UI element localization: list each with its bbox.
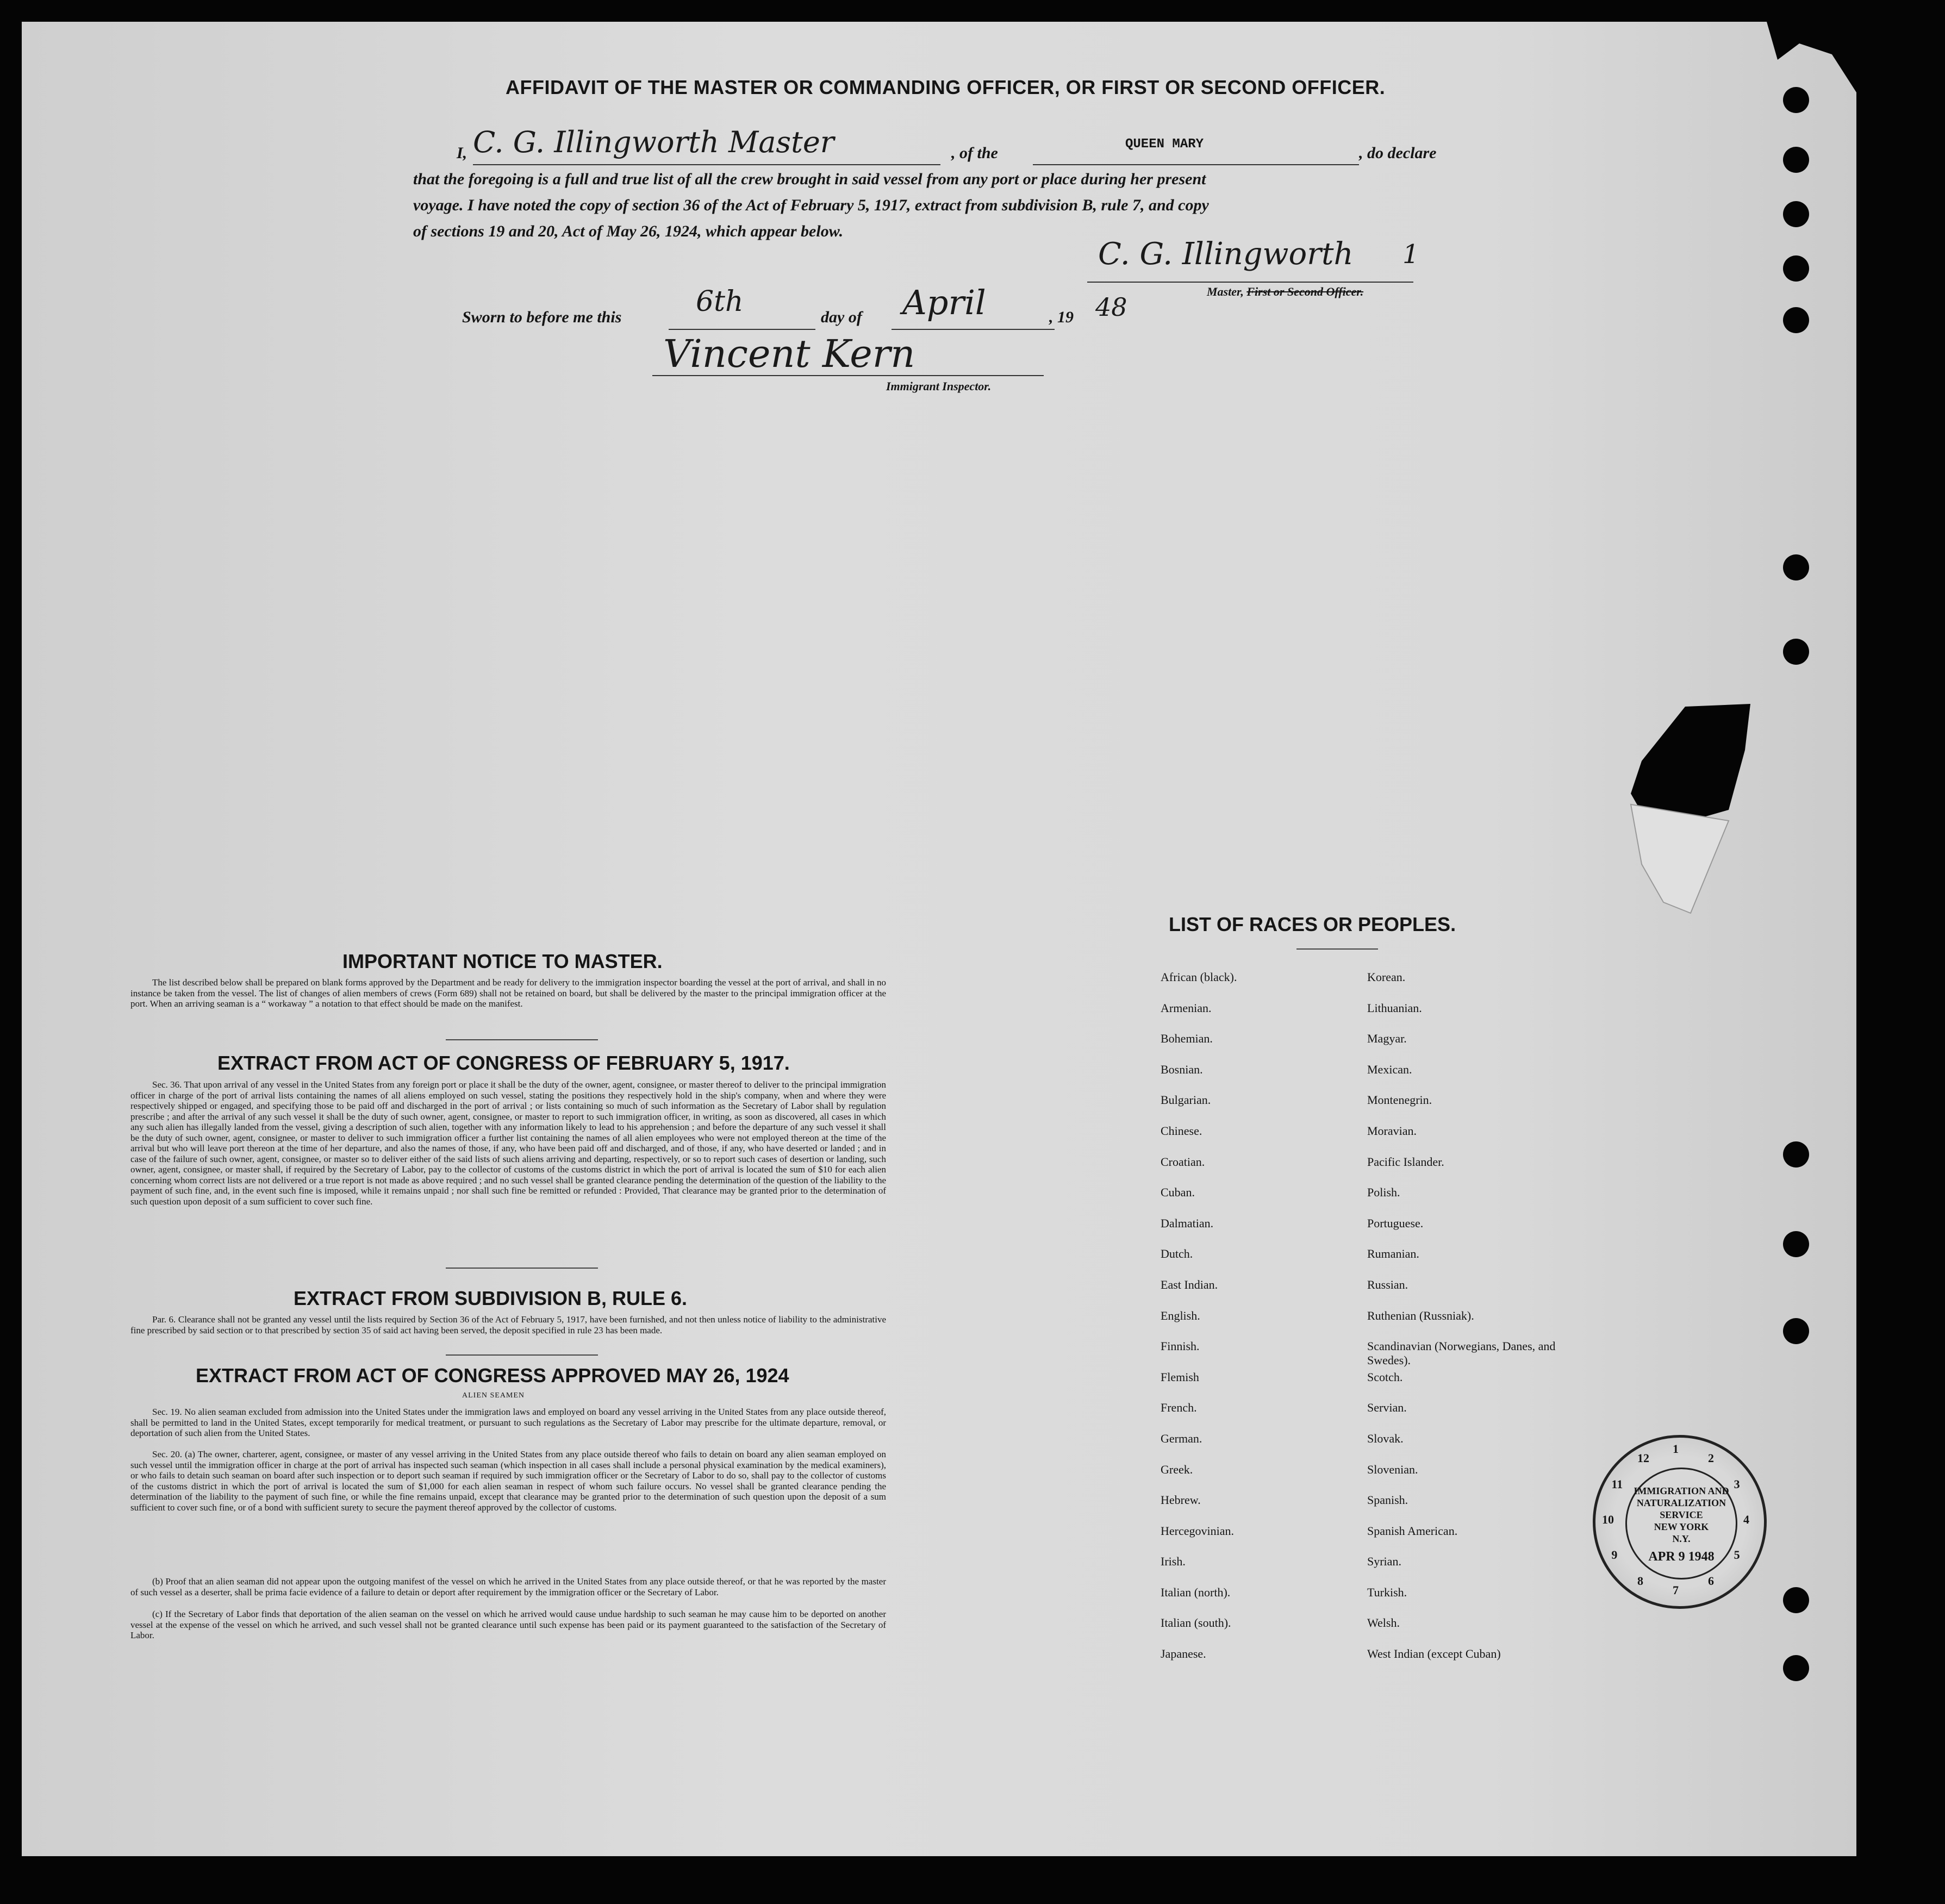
binder-hole: [1783, 147, 1809, 173]
extract-rule6-text: Par. 6. Clearance shall not be granted any vessel until the lists required by Section 36 of the Act of February 5, 1917, have been furnished, and not then unless notice of liability to the administrative fine prescribed by said section or to that prescribed by section 35 of said act having been served, the deposit specified in rule 23 has been made.: [130, 1314, 886, 1335]
stamp-digit: 6: [1708, 1574, 1714, 1588]
extract-1924-sec19: Sec. 19. No alien seaman excluded from admission into the United States under the immigration laws and employed on board any vessel arriving in the United States from any place outside thereof, shall be permitted to land in the United States, except temporarily for medical treatment, or pursuant to such regulations as the Secretary of Labor may prescribe for the ultimate departure, removal, or deportation of such alien from the United States.: [130, 1407, 886, 1438]
race-item: Scotch.: [1367, 1370, 1403, 1384]
race-item: Lithuanian.: [1367, 1001, 1422, 1015]
extract-1917-title: EXTRACT FROM ACT OF CONGRESS OF FEBRUARY 5, 1917.: [217, 1052, 790, 1074]
stamp-digit: 3: [1734, 1477, 1740, 1491]
i-prefix: I,: [457, 144, 467, 162]
race-item: Dalmatian.: [1161, 1216, 1214, 1230]
extract-1917-text: Sec. 36. That upon arrival of any vessel in the United States from any foreign port or place it shall be the duty of the owner, agent, consignee, or master thereof to deliver to the principal immigration officer in charge of the port of arrival lists containing the names of all aliens employed on such vessel, stating the positions they respectively hold in the ship's company, when and where they were respectively shipped or engaged, and specifying those to be paid off and discharged in the port of arrival ; or lists containing so much of such information as the Secretary of Labor shall by regulation prescribe ; and after the arrival of any such vessel it shall be the duty of such owner, agent, consignee, or master to report to such immigration officer, in writing, as soon as discovered, all cases in which any such alien has illegally landed from the vessel, giving a description of such alien, together with any information likely to lead to his apprehension ; and before the departure of any such vessel it shall be the duty of such owner, agent, consignee, or master to deliver to such immigration officer a further list containing the names of all alien employees who were not employed thereon at the time of the arrival but who will leave port thereon at the time of her departure, and also the names of those, if any, who have been paid off and discharged, and of those, if any, who have deserted or landed ; and in case of the failure of such owner, agent, consignee, or master so to deliver either of the said lists of such aliens arriving and departing, respectively, or so to report such cases of desertion or landing, such owner, agent, consignee, or master shall, if required by the Secretary of Labor, pay to the collector of customs of the customs district in which the port of arrival is located the sum of $10 for each alien concerning whom correct lists are not delivered or a true report is not made as above required ; and no such vessel shall be granted clearance pending the determination of the question of the liability to the payment of such fine, and, in the event such fine is imposed, while it remains unpaid ; nor shall such fine be remitted or refunded : Provided, That clearance may be granted prior to the determination of such question upon deposit of a sum sufficient to cover such fine.: [130, 1079, 886, 1207]
race-item: Slovak.: [1367, 1431, 1404, 1445]
separator: [446, 1354, 598, 1356]
race-item: English.: [1161, 1308, 1200, 1322]
extract-1924-sec20b: (b) Proof that an alien seaman did not appear upon the outgoing manifest of the vessel on which he arrived in the United States from any place outside thereof, or that he was reported by the master of such vessel as a deserter, shall be prima facie evidence of a failure to detain or deport after requirement by the immigration officer or the Secretary of Labor.: [130, 1576, 886, 1597]
signature-mark: 1: [1402, 239, 1419, 270]
corner-tear: [1767, 22, 1856, 92]
affidavit-line-4: of sections 19 and 20, Act of May 26, 1924, which appear below.: [413, 222, 844, 240]
race-item: Servian.: [1367, 1401, 1407, 1415]
race-item: Slovenian.: [1367, 1462, 1418, 1476]
race-item: Korean.: [1367, 970, 1406, 984]
sworn-text: Sworn to before me this: [462, 308, 622, 326]
do-declare-text: , do declare: [1359, 144, 1437, 162]
race-item: Magyar.: [1367, 1032, 1407, 1046]
binder-hole: [1783, 1587, 1809, 1613]
stamp-inner-ring: [1625, 1468, 1737, 1580]
signature-caption: [1207, 285, 1363, 299]
race-item: Flemish: [1161, 1370, 1199, 1384]
races-title-rule: [1296, 948, 1378, 950]
stamp-digit: 11: [1611, 1477, 1623, 1491]
stamp-digit: 7: [1673, 1583, 1679, 1597]
race-item: Cuban.: [1161, 1185, 1195, 1200]
race-item: Syrian.: [1367, 1555, 1401, 1569]
master-name-handwritten: C. G. Illingworth Master: [473, 125, 834, 159]
extract-1924-title: EXTRACT FROM ACT OF CONGRESS APPROVED MAY 26, 1924: [196, 1364, 789, 1387]
notice-text: The list described below shall be prepared on blank forms approved by the Department and be ready for delivery to the immigration inspector boarding the vessel at the port of arrival, and shall in no instance be taken from the vessel. The list of changes of alien members of crews (Form 689) shall not be retained on board, but shall be delivered by the master to the principal immigration officer at the port. When an arriving seaman is a “ workaway ” a notation to that effect should be made on the manifest.: [130, 977, 886, 1009]
race-item: Bosnian.: [1161, 1062, 1203, 1076]
separator: [446, 1268, 598, 1269]
race-item: Spanish American.: [1367, 1524, 1458, 1538]
sworn-month: April: [902, 283, 986, 322]
caption-master: Master,: [1207, 285, 1244, 298]
race-item: Chinese.: [1161, 1123, 1202, 1138]
race-item: Scandinavian (Norwegians, Danes, and Swedes).: [1367, 1339, 1556, 1368]
race-item: West Indian (except Cuban): [1367, 1647, 1501, 1661]
stamp-digit: 9: [1611, 1548, 1618, 1562]
of-the-text: , of the: [951, 144, 998, 162]
signature-underline: [1087, 282, 1413, 283]
race-item: Armenian.: [1161, 1001, 1212, 1015]
vessel-name: QUEEN MARY: [1125, 137, 1204, 152]
stamp-line: SERVICE: [1660, 1509, 1703, 1520]
race-item: Pacific Islander.: [1367, 1154, 1444, 1169]
vessel-underline: [1033, 164, 1359, 165]
manifest-page: [22, 22, 1856, 1856]
binder-hole: [1783, 255, 1809, 282]
race-item: Montenegrin.: [1367, 1093, 1432, 1107]
inspector-caption: Immigrant Inspector.: [886, 379, 992, 393]
affidavit-line-2: that the foregoing is a full and true list of all the crew brought in said vessel from any port or place during her present: [413, 170, 1206, 188]
race-item: Bulgarian.: [1161, 1093, 1211, 1107]
day-of-text: day of: [821, 308, 862, 326]
stamp-line: NATURALIZATION: [1636, 1497, 1726, 1508]
inspector-signature: Vincent Kern: [663, 332, 915, 376]
caption-struck-officer: First or Second Officer.: [1246, 285, 1364, 298]
notice-title: IMPORTANT NOTICE TO MASTER.: [342, 950, 663, 972]
binder-hole: [1783, 1231, 1809, 1257]
inspector-underline: [652, 375, 1044, 376]
races-right-column: [1367, 970, 1601, 1678]
stamp-line: N.Y.: [1672, 1533, 1691, 1544]
race-item: Italian (north).: [1161, 1585, 1231, 1599]
race-item: German.: [1161, 1431, 1202, 1445]
stamp-line: IMMIGRATION AND: [1634, 1485, 1729, 1496]
extract-1924-sec20a: Sec. 20. (a) The owner, charterer, agent, consignee, or master of any vessel arriving in the United States from any place outside thereof who fails to detain on board any alien seaman employed on such vessel until the immigration officer in charge at the port of arrival has inspected such seaman (which inspection in all cases shall include a personal physical examination by the medical examiners), or who fails to detain such seaman on board after such inspection or to deport such seaman if required by such immigration officer or the Secretary of Labor to do so, shall pay to the collector of customs of the customs district in which the port of arrival is located the sum of $1,000 for each alien seaman in respect of whom such failure occurs. No vessel shall be granted clearance pending the determination of the liability to the payment of such fine, or while the fine remains unpaid, except that clearance may be granted prior to the determination of such question upon the deposit of a sum sufficient to cover such fine, or of a bond with sufficient surety to secure the payment thereof approved by the collector of customs.: [130, 1449, 886, 1513]
torn-patch: [1620, 685, 1761, 935]
race-item: Croatian.: [1161, 1154, 1205, 1169]
master-signature: C. G. Illingworth: [1098, 236, 1354, 272]
sworn-day-underline: [669, 329, 815, 330]
race-item: Hercegovinian.: [1161, 1524, 1234, 1538]
year-handwritten: 48: [1095, 292, 1127, 322]
race-item: Portuguese.: [1367, 1216, 1424, 1230]
separator: [446, 1039, 598, 1040]
race-item: French.: [1161, 1401, 1197, 1415]
race-item: Bohemian.: [1161, 1032, 1213, 1046]
stamp-digit: 1: [1673, 1442, 1679, 1456]
extract-rule6-title: EXTRACT FROM SUBDIVISION B, RULE 6.: [294, 1287, 688, 1309]
race-item: Hebrew.: [1161, 1493, 1201, 1507]
race-item: Welsh.: [1367, 1616, 1400, 1630]
immigration-stamp: [1593, 1435, 1767, 1609]
affidavit-line-3: voyage. I have noted the copy of section 36 of the Act of February 5, 1917, extract from subdivision B, rule 7, and copy: [413, 196, 1209, 214]
binder-hole: [1783, 201, 1809, 227]
sworn-day: 6th: [696, 285, 744, 318]
race-item: Irish.: [1161, 1555, 1186, 1569]
race-item: Dutch.: [1161, 1247, 1193, 1261]
binder-hole: [1783, 1318, 1809, 1344]
race-item: Turkish.: [1367, 1585, 1407, 1599]
extract-1924-sec20c: (c) If the Secretary of Labor finds that deportation of the alien seaman on the vessel on which he arrived would cause undue hardship to such seaman he may cause him to be deported on another vessel at the expense of the vessel on which he arrived, and such vessel shall not be granted clearance until such expense has been paid or its payment guaranteed to the satisfaction of the Secretary of Labor.: [130, 1609, 886, 1640]
binder-hole: [1783, 307, 1809, 333]
race-item: African (black).: [1161, 970, 1237, 984]
race-item: Japanese.: [1161, 1647, 1206, 1661]
stamp-digit: 10: [1602, 1513, 1614, 1526]
race-item: Moravian.: [1367, 1123, 1417, 1138]
stamp-digit: 8: [1637, 1574, 1643, 1588]
stamp-digit: 4: [1743, 1513, 1749, 1526]
stamp-digit: 5: [1734, 1548, 1740, 1562]
races-left-column: [1161, 970, 1237, 1678]
race-item: East Indian.: [1161, 1277, 1218, 1291]
binder-hole: [1783, 554, 1809, 580]
race-item: Polish.: [1367, 1185, 1400, 1200]
race-item: Rumanian.: [1367, 1247, 1419, 1261]
race-item: Russian.: [1367, 1277, 1408, 1291]
affidavit-title: AFFIDAVIT OF THE MASTER OR COMMANDING OFFICER, OR FIRST OR SECOND OFFICER.: [506, 76, 1386, 98]
race-item: Ruthenian (Russniak).: [1367, 1308, 1474, 1322]
stamp-line: NEW YORK: [1654, 1521, 1709, 1532]
master-name-underline: [473, 164, 940, 165]
race-item: Spanish.: [1367, 1493, 1408, 1507]
sworn-month-underline: [892, 329, 1055, 330]
binder-hole: [1783, 1655, 1809, 1681]
race-item: Finnish.: [1161, 1339, 1200, 1353]
year-prefix: , 19: [1049, 308, 1074, 326]
race-item: Greek.: [1161, 1462, 1193, 1476]
race-item: Italian (south).: [1161, 1616, 1231, 1630]
binder-hole: [1783, 639, 1809, 665]
binder-hole: [1783, 1141, 1809, 1168]
races-title: LIST OF RACES OR PEOPLES.: [1169, 913, 1456, 935]
extract-1924-subtitle: ALIEN SEAMEN: [462, 1391, 525, 1400]
stamp-digit: 12: [1637, 1451, 1649, 1465]
race-item: Mexican.: [1367, 1062, 1412, 1076]
stamp-digit: 2: [1708, 1451, 1714, 1465]
stamp-date: APR 9 1948: [1648, 1550, 1715, 1564]
